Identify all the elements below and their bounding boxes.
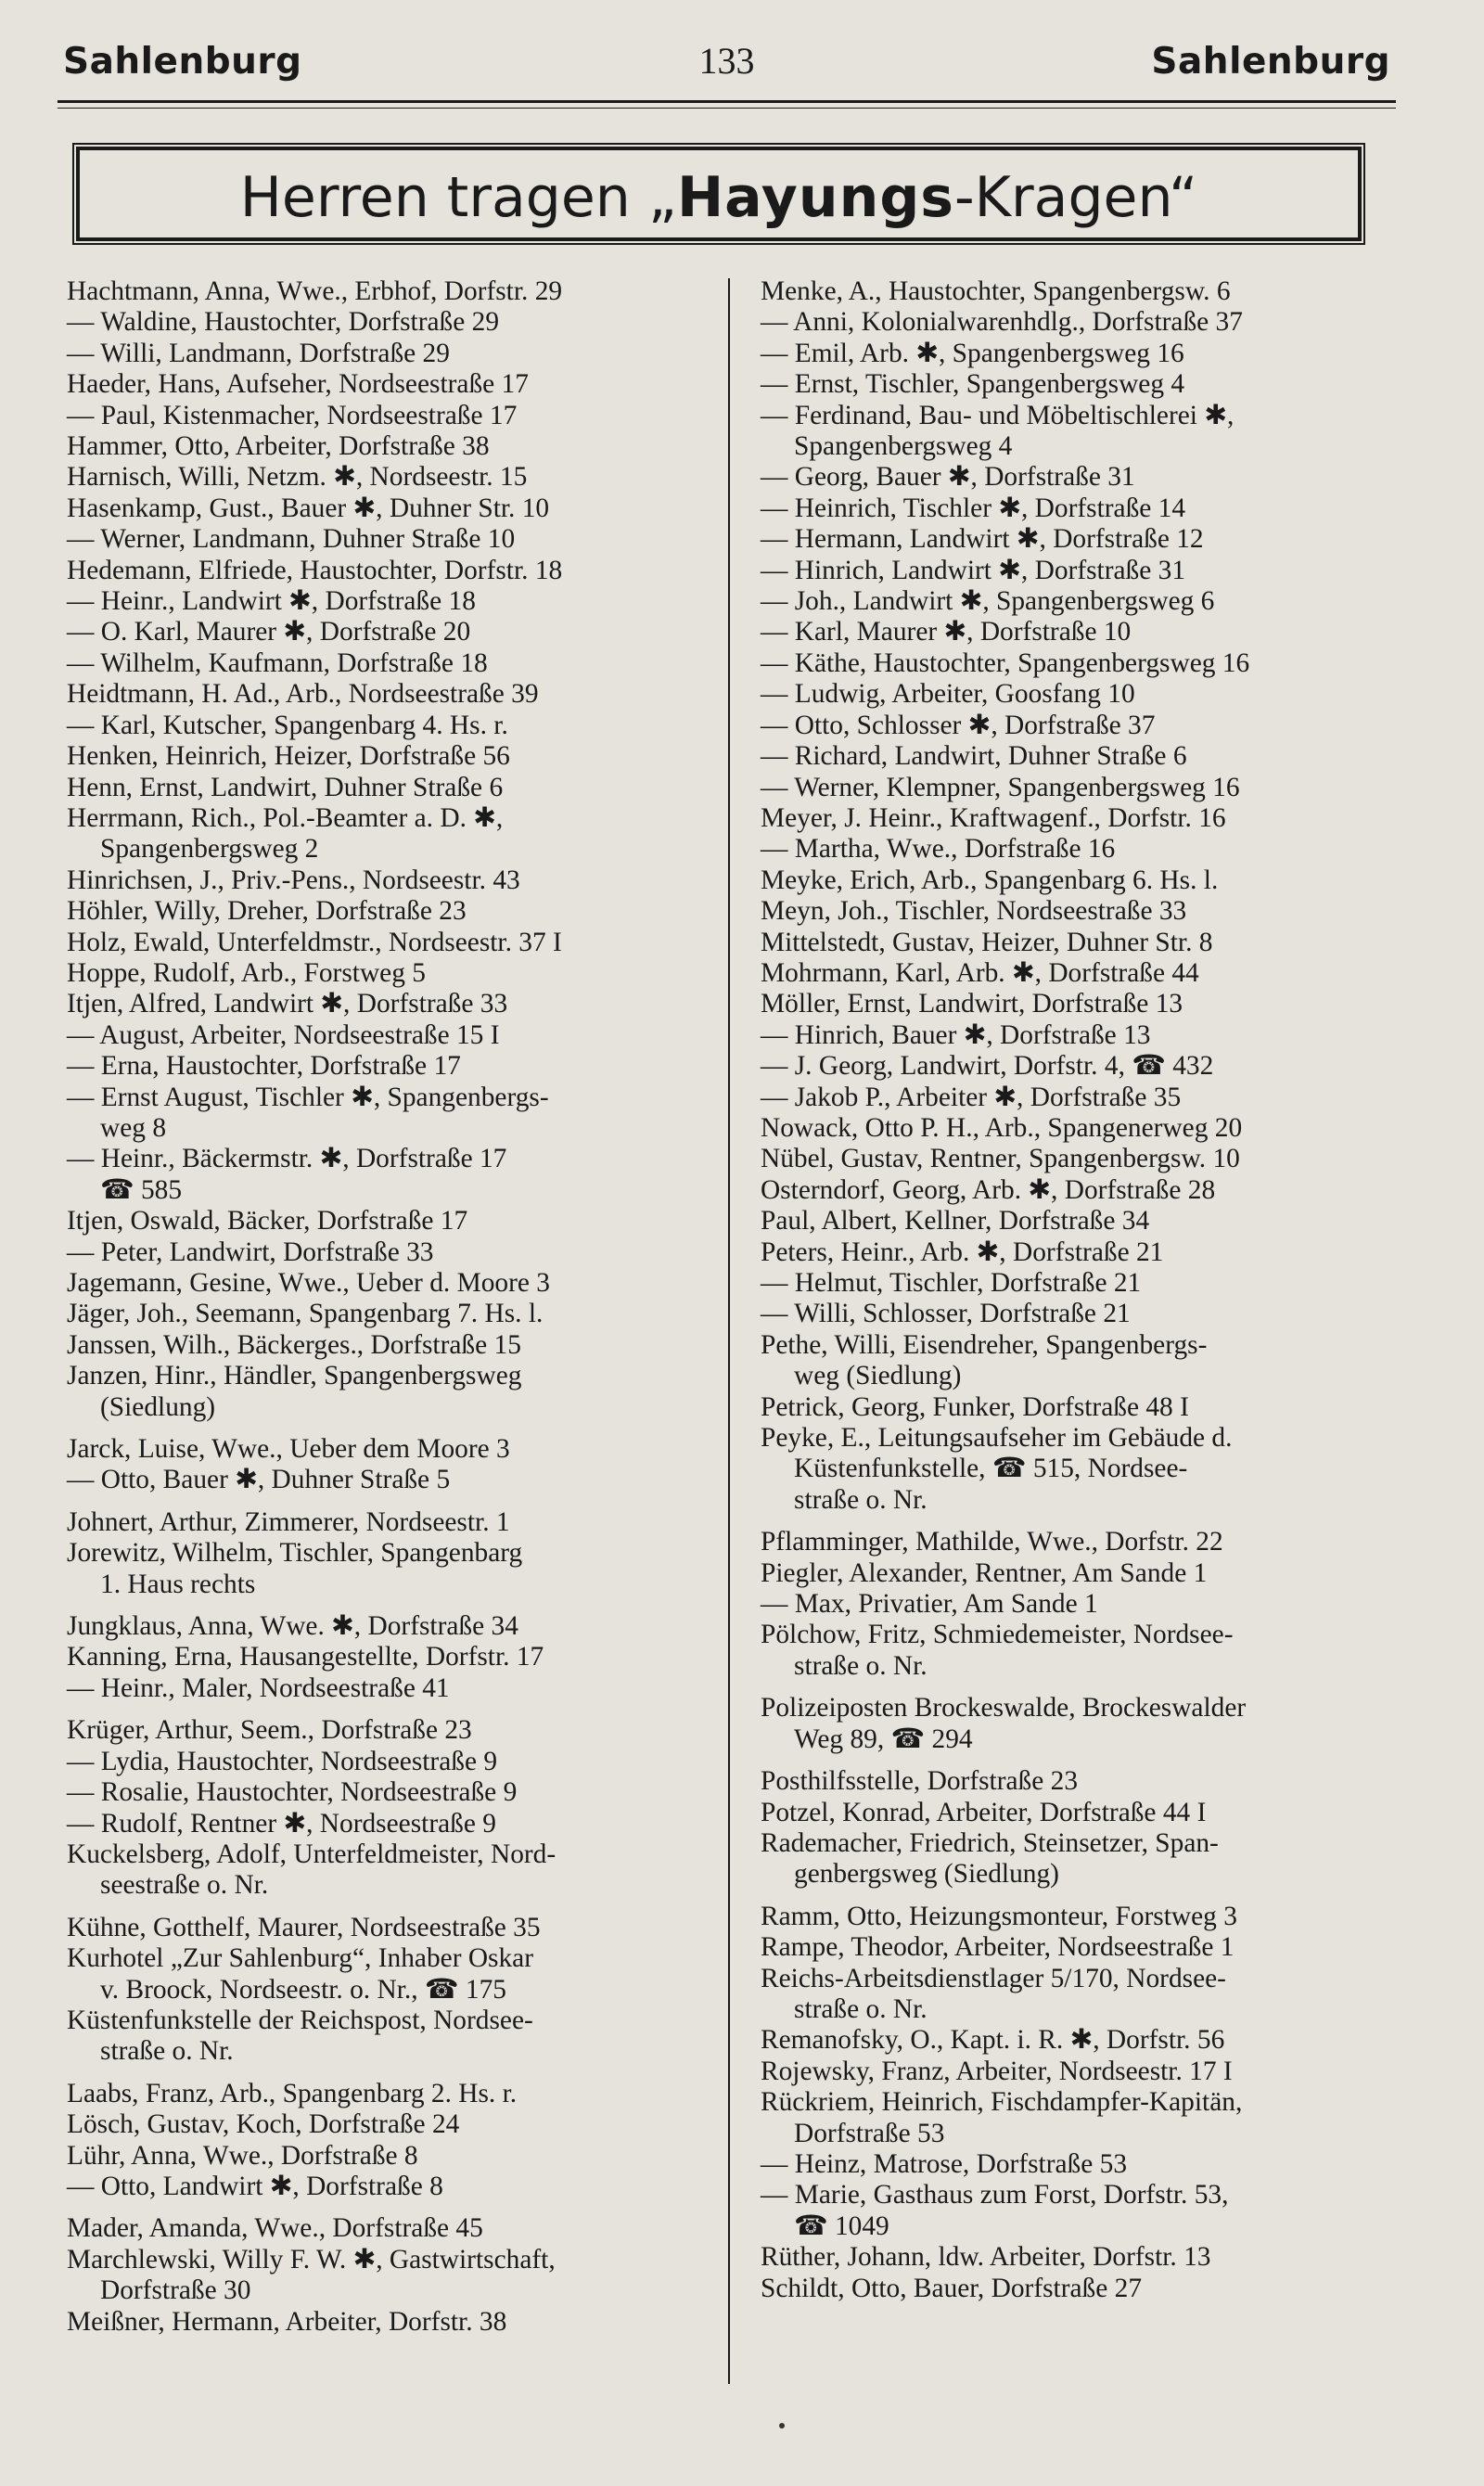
entry-continuation: genbergsweg (Siedlung) [794,1859,1059,1890]
entry-text: — Otto, Bauer ✱, Duhner Straße 5 [67,1465,451,1495]
directory-entry [761,1766,1410,1797]
directory-entry [67,648,716,679]
directory-entry [67,339,716,369]
entry-text: Reichs-Arbeitsdienstlager 5/170, Nordsee- [761,1963,1226,1993]
entry-text: — Rosalie, Haustochter, Nordseestraße 9 [67,1777,518,1808]
directory-entry [761,369,1410,400]
directory-entry [761,2274,1410,2304]
directory-entry [67,617,716,647]
entry-text: Schildt, Otto, Bauer, Dorfstraße 27 [761,2273,1143,2303]
directory-entry [761,1932,1410,1963]
directory-entry [67,1144,716,1206]
directory-entry [67,1673,716,1704]
directory-entry [761,1083,1410,1113]
directory-entry [761,1144,1410,1174]
directory-entry [761,1268,1410,1299]
directory-entry [67,989,716,1019]
entry-text: Hedemann, Elfriede, Haustochter, Dorfstr. 18 [67,555,563,585]
ad-text-start: Herren tragen „ [239,165,677,230]
directory-entry [67,2213,716,2244]
directory-entry [67,1611,716,1642]
entry-continuation: v. Broock, Nordseestr. o. Nr., ☎ 175 [100,1974,506,2005]
directory-entry [67,2005,716,2068]
directory-entry [761,1964,1410,2026]
directory-entry [67,524,716,555]
entry-continuation: weg (Siedlung) [794,1361,962,1391]
entry-text: — Richard, Landwirt, Duhner Straße 6 [761,741,1187,772]
directory-entry [67,369,716,400]
entry-text: Meyer, J. Heinr., Kraftwagenf., Dorfstr. 16 [761,802,1226,833]
directory-entry [67,1361,716,1423]
entry-text: — Heinr., Landwirt ✱, Dorfstraße 18 [67,586,476,617]
directory-entry [761,462,1410,493]
directory-entry [761,524,1410,555]
directory-entry [67,1330,716,1361]
entry-text: Janzen, Hinr., Händler, Spangenbergsweg [67,1361,522,1391]
entry-text: Hoppe, Rudolf, Arb., Forstweg 5 [67,957,426,988]
directory-entry [67,1809,716,1839]
directory-entry [67,2141,716,2172]
directory-entry [67,1747,716,1777]
directory-entry [761,803,1410,834]
directory-entry [67,2307,716,2338]
entry-text: Kanning, Erna, Hausangestellte, Dorfstr. 17 [67,1642,544,1672]
directory-entry [67,493,716,524]
entry-text: — Georg, Bauer ✱, Dorfstraße 31 [761,462,1135,493]
entry-text: — Joh., Landwirt ✱, Spangenbergsweg 6 [761,586,1215,617]
entry-text: — Rudolf, Rentner ✱, Nordseestraße 9 [67,1808,496,1839]
directory-entry [761,648,1410,679]
directory-entry [761,1299,1410,1329]
entry-text: — Otto, Schlosser ✱, Dorfstraße 37 [761,710,1156,740]
entry-text: Hachtmann, Anna, Wwe., Erbhof, Dorfstr. 29 [67,276,563,306]
directory-entry [761,1051,1410,1082]
entry-text: Piegler, Alexander, Rentner, Am Sande 1 [761,1557,1208,1588]
directory-entry [67,1538,716,1600]
directory-entry [761,1206,1410,1237]
directory-entry [761,1392,1410,1423]
directory-entry [761,2180,1410,2242]
entry-text: Holz, Ewald, Unterfeldmstr., Nordseestr. 37 I [67,927,562,957]
directory-entry [67,431,716,462]
entry-text: Osterndorf, Georg, Arb. ✱, Dorfstraße 28 [761,1174,1216,1205]
directory-entry [67,307,716,338]
directory-entry [67,2079,716,2109]
directory-entry [761,2087,1410,2149]
entry-text: — Heinrich, Tischler ✱, Dorfstraße 14 [761,493,1186,523]
entry-text: Petrick, Georg, Funker, Dorfstraße 48 I [761,1391,1189,1422]
entry-text: — Wilhelm, Kaufmann, Dorfstraße 18 [67,647,488,678]
directory-entry [67,2109,716,2140]
entry-text: — Otto, Landwirt ✱, Dorfstraße 8 [67,2171,443,2201]
entry-text: — Martha, Wwe., Dorfstraße 16 [761,834,1116,865]
directory-entry [67,1206,716,1237]
entry-text: Marchlewski, Willy F. W. ✱, Gastwirtschaft, [67,2244,556,2275]
entry-text: Hinrichsen, J., Priv.-Pens., Nordseestr. 43 [67,865,520,895]
running-head-left: Sahlenburg [63,41,302,83]
directory-entry [761,2057,1410,2087]
directory-entry [67,2172,716,2202]
directory-entry [761,1693,1410,1755]
entry-continuation: Dorfstraße 30 [100,2275,251,2306]
entry-text: Herrmann, Rich., Pol.-Beamter a. D. ✱, [67,802,504,833]
entry-text: Paul, Albert, Kellner, Dorfstraße 34 [761,1206,1150,1237]
directory-entry [761,865,1410,896]
directory-entry [67,1434,716,1465]
entry-text: — Ludwig, Arbeiter, Goosfang 10 [761,679,1135,710]
directory-entry [761,1020,1410,1051]
directory-entry [67,1507,716,1538]
entry-continuation: weg 8 [100,1112,167,1143]
entry-text: Jäger, Joh., Seemann, Spangenbarg 7. Hs. l. [67,1299,544,1329]
entry-text: Meyn, Joh., Tischler, Nordseestraße 33 [761,896,1187,927]
directory-entry [761,1423,1410,1516]
directory-entry [761,1558,1410,1589]
entry-text: Polizeiposten Brockeswalde, Brockeswalder [761,1693,1247,1724]
entry-text: Henn, Ernst, Landwirt, Duhner Straße 6 [67,772,504,802]
entry-text: Möller, Ernst, Landwirt, Dorfstraße 13 [761,989,1183,1019]
entry-text: Hammer, Otto, Arbeiter, Dorfstraße 38 [67,431,490,462]
entry-continuation: straße o. Nr. [794,1993,928,2024]
directory-entry [761,1902,1410,1932]
entry-text: — Hinrich, Landwirt ✱, Dorfstraße 31 [761,555,1186,585]
entry-text: — Heinz, Matrose, Dorfstraße 53 [761,2148,1128,2179]
advertisement-banner [76,147,1362,241]
ad-text-end: -Kragen“ [954,165,1198,230]
directory-entry [67,1943,716,2005]
entry-text: Potzel, Konrad, Arbeiter, Dorfstraße 44 I [761,1797,1207,1827]
entry-text: Heidtmann, H. Ad., Arb., Nordseestraße 39 [67,679,539,710]
directory-entry [67,1839,716,1902]
entry-text: — Hinrich, Bauer ✱, Dorfstraße 13 [761,1019,1151,1050]
entry-text: Höhler, Willy, Dreher, Dorfstraße 23 [67,896,467,927]
entry-text: — Karl, Kutscher, Spangenbarg 4. Hs. r. [67,710,508,740]
column-divider [728,278,730,2384]
directory-entry [67,1642,716,1672]
right-column [761,276,1410,2304]
left-column [67,276,716,2338]
page-number: 133 [698,40,755,82]
directory-entry [761,2025,1410,2056]
entry-text: Kühne, Gotthelf, Maurer, Nordseestraße 35 [67,1912,541,1942]
entry-text: Pölchow, Fritz, Schmiedemeister, Nordsee- [761,1620,1234,1650]
directory-entry [67,1465,716,1495]
entry-text: Kuckelsberg, Adolf, Unterfeldmeister, Nord- [67,1839,556,1869]
directory-entry [761,2242,1410,2273]
directory-entry [761,339,1410,369]
print-mark [779,2423,785,2428]
entry-text: — Werner, Klempner, Spangenbergsweg 16 [761,772,1240,802]
directory-entry [761,679,1410,710]
entry-continuation: straße o. Nr. [100,2036,234,2067]
directory-entry [67,1268,716,1299]
directory-entry [761,1828,1410,1890]
entry-text: — Ernst August, Tischler ✱, Spangenbergs- [67,1082,549,1112]
directory-entry [761,2149,1410,2180]
entry-text: — Anni, Kolonialwarenhdlg., Dorfstraße 37 [761,307,1243,338]
entry-text: Henken, Heinrich, Heizer, Dorfstraße 56 [67,741,510,772]
entry-continuation: Weg 89, ☎ 294 [794,1724,973,1754]
page-header [58,35,1396,91]
directory-entry [761,1798,1410,1828]
entry-text: Nübel, Gustav, Rentner, Spangenbergsw. 10 [761,1144,1240,1174]
entry-text: — Lydia, Haustochter, Nordseestraße 9 [67,1746,498,1776]
directory-entry [761,1330,1410,1392]
directory-entry [67,711,716,741]
running-head-right: Sahlenburg [1151,41,1390,83]
entry-text: — Käthe, Haustochter, Spangenbergsweg 16 [761,647,1250,678]
header-rule-thick [58,100,1396,103]
entry-continuation: Küstenfunkstelle, ☎ 515, Nordsee- straße o. Nr. [794,1454,1188,1515]
entry-continuation: Spangenbergsweg 2 [100,834,319,865]
directory-entry [67,276,716,307]
entry-text: Jagemann, Gesine, Wwe., Ueber d. Moore 3 [67,1268,550,1298]
directory-entry [761,401,1410,463]
entry-text: — Peter, Landwirt, Dorfstraße 33 [67,1237,434,1267]
entry-text: Rademacher, Friedrich, Steinsetzer, Span- [761,1827,1219,1858]
entry-text: — O. Karl, Maurer ✱, Dorfstraße 20 [67,617,471,647]
directory-entry [761,556,1410,586]
directory-entry [761,1175,1410,1206]
directory-entry [67,1913,716,1943]
entry-text: Lühr, Anna, Wwe., Dorfstraße 8 [67,2140,418,2171]
directory-entry [761,1620,1410,1682]
directory-entry [67,1051,716,1082]
entry-text: Meißner, Hermann, Arbeiter, Dorfstr. 38 [67,2306,507,2337]
directory-entry [67,773,716,803]
entry-text: Mohrmann, Karl, Arb. ✱, Dorfstraße 44 [761,957,1199,988]
entry-text: Haeder, Hans, Aufseher, Nordseestraße 17 [67,369,529,400]
entry-text: Nowack, Otto P. H., Arb., Spangenerweg 20 [761,1112,1243,1143]
header-rule-thin [58,108,1396,109]
directory-entry [67,865,716,896]
entry-continuation: ☎ 1049 [794,2210,889,2241]
entry-text: Pethe, Willi, Eisendreher, Spangenbergs- [761,1329,1208,1360]
entry-continuation: Dorfstraße 53 [794,2118,945,2148]
entry-text: Rojewsky, Franz, Arbeiter, Nordseestr. 17 I [761,2056,1233,2086]
directory-entry [761,989,1410,1019]
entry-text: Mittelstedt, Gustav, Heizer, Duhner Str. 8 [761,927,1213,957]
entry-text: Meyke, Erich, Arb., Spangenbarg 6. Hs. l. [761,865,1219,895]
entry-text: Jungklaus, Anna, Wwe. ✱, Dorfstraße 34 [67,1611,518,1642]
entry-text: — Ernst, Tischler, Spangenbergsweg 4 [761,369,1185,400]
entry-text: Krüger, Arthur, Seem., Dorfstraße 23 [67,1715,472,1746]
directory-entry [761,493,1410,524]
directory-entry [67,462,716,493]
entry-text: Remanofsky, O., Kapt. i. R. ✱, Dorfstr. 56 [761,2025,1225,2056]
entry-text: Peters, Heinr., Arb. ✱, Dorfstraße 21 [761,1237,1164,1267]
directory-entry [67,928,716,958]
entry-text: — Max, Privatier, Am Sande 1 [761,1589,1098,1620]
entry-text: Janssen, Wilh., Bäckerges., Dorfstraße 15 [67,1329,521,1360]
entry-text: Rampe, Theodor, Arbeiter, Nordseestraße 1 [761,1932,1235,1963]
directory-entry [761,617,1410,647]
directory-entry [761,711,1410,741]
directory-entry [761,741,1410,772]
directory-entry [67,958,716,989]
entry-text: — Waldine, Haustochter, Dorfstraße 29 [67,307,500,338]
entry-continuation: 1. Haus rechts [100,1569,256,1599]
entry-text: — Heinr., Maler, Nordseestraße 41 [67,1672,450,1703]
directory-entry [761,1113,1410,1144]
entry-text: Küstenfunkstelle der Reichspost, Nordsee- [67,2005,533,2035]
directory-entry [67,556,716,586]
entry-text: Pflamminger, Mathilde, Wwe., Dorfstr. 22 [761,1527,1223,1557]
directory-entry [761,834,1410,865]
entry-text: Laabs, Franz, Arb., Spangenbarg 2. Hs. r. [67,2078,518,2108]
directory-entry [67,2245,716,2307]
entry-continuation: straße o. Nr. [794,1650,928,1681]
directory-entry [761,1237,1410,1268]
entry-text: — Karl, Maurer ✱, Dorfstraße 10 [761,617,1132,647]
directory-entry [67,1237,716,1268]
entry-text: Jarck, Luise, Wwe., Ueber dem Moore 3 [67,1434,510,1465]
entry-text: Peyke, E., Leitungsaufseher im Gebäude d. [761,1423,1233,1454]
entry-text: Posthilfsstelle, Dorfstraße 23 [761,1766,1079,1797]
entry-text: — Hermann, Landwirt ✱, Dorfstraße 12 [761,524,1204,555]
directory-entry [761,773,1410,803]
entry-text: Ramm, Otto, Heizungsmonteur, Forstweg 3 [761,1901,1237,1931]
directory-entry [67,679,716,710]
entry-continuation: seestraße o. Nr. [100,1870,269,1901]
directory-entry [761,307,1410,338]
directory-entry [67,1083,716,1145]
entry-continuation: ☎ 585 [100,1174,183,1205]
directory-entry [761,276,1410,307]
entry-text: Itjen, Alfred, Landwirt ✱, Dorfstraße 33 [67,989,508,1019]
entry-text: Jorewitz, Wilhelm, Tischler, Spangenbarg [67,1538,523,1569]
entry-text: Menke, A., Haustochter, Spangenbergsw. 6 [761,276,1231,306]
entry-text: — Heinr., Bäckermstr. ✱, Dorfstraße 17 [67,1144,507,1174]
directory-entry [67,1715,716,1746]
directory-entry [67,1299,716,1329]
directory-entry [761,586,1410,617]
ad-brand: Hayungs [676,165,955,230]
entry-text: — Helmut, Tischler, Dorfstraße 21 [761,1268,1142,1298]
entry-text: Itjen, Oswald, Bäcker, Dorfstraße 17 [67,1206,468,1237]
entry-text: — August, Arbeiter, Nordseestraße 15 I [67,1019,500,1050]
entry-text: Lösch, Gustav, Koch, Dorfstraße 24 [67,2109,460,2140]
entry-text: Harnisch, Willi, Netzm. ✱, Nordseestr. 15 [67,462,528,493]
entry-text: — Paul, Kistenmacher, Nordseestraße 17 [67,400,518,430]
entry-continuation: Spangenbergsweg 4 [794,431,1013,462]
entry-text: Hasenkamp, Gust., Bauer ✱, Duhner Str. 10 [67,493,550,523]
entry-text: Kurhotel „Zur Sahlenburg“, Inhaber Oskar [67,1943,534,1974]
directory-entry [67,1020,716,1051]
directory-entry [67,741,716,772]
entry-text: Rüther, Johann, ldw. Arbeiter, Dorfstr. 13 [761,2242,1211,2273]
directory-entry [761,1527,1410,1557]
entry-text: — Erna, Haustochter, Dorfstraße 17 [67,1051,461,1082]
entry-text: Johnert, Arthur, Zimmerer, Nordseestr. 1 [67,1506,510,1537]
entry-text: — Marie, Gasthaus zum Forst, Dorfstr. 53, [761,2180,1229,2210]
entry-text: — Jakob P., Arbeiter ✱, Dorfstraße 35 [761,1082,1182,1112]
directory-entry [761,1589,1410,1620]
entry-text: — Ferdinand, Bau- und Möbeltischlerei ✱, [761,400,1235,430]
directory-entry [67,401,716,431]
entry-text: — J. Georg, Landwirt, Dorfstr. 4, ☎ 432 [761,1051,1214,1082]
entry-text: — Werner, Landmann, Duhner Straße 10 [67,524,516,555]
directory-entry [761,958,1410,989]
directory-entry [67,586,716,617]
entry-text: — Willi, Landmann, Dorfstraße 29 [67,338,450,368]
entry-text: Rückriem, Heinrich, Fischdampfer-Kapitän, [761,2087,1243,2118]
directory-entry [761,928,1410,958]
directory-entry [67,803,716,865]
entry-text: — Willi, Schlosser, Dorfstraße 21 [761,1299,1131,1329]
directory-entry [761,896,1410,927]
directory-entry [67,1777,716,1808]
entry-text: Mader, Amanda, Wwe., Dorfstraße 45 [67,2213,483,2244]
directory-entry [67,896,716,927]
entry-text: — Emil, Arb. ✱, Spangenbergsweg 16 [761,338,1184,368]
entry-continuation: (Siedlung) [100,1391,216,1422]
